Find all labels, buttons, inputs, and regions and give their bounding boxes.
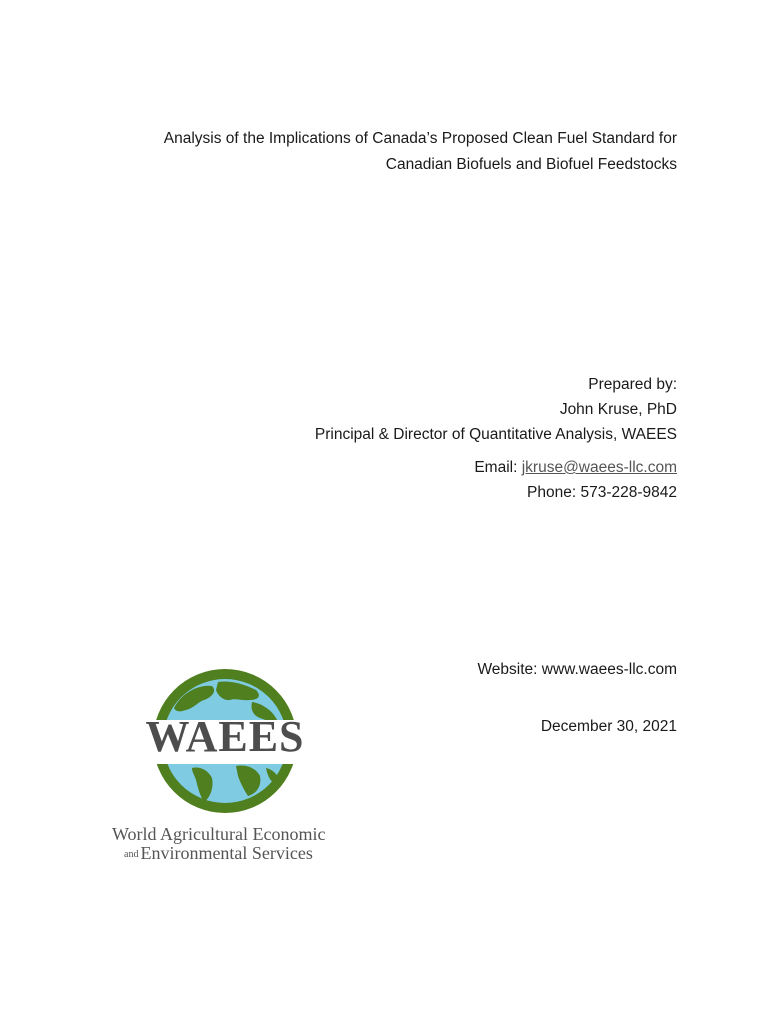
website-line: Website: www.waees-llc.com [477, 661, 677, 678]
email-link[interactable]: jkruse@waees-llc.com [521, 459, 677, 476]
logo-tagline-line-1: World Agricultural Economic [112, 824, 326, 844]
title-line-1: Analysis of the Implications of Canada’s Proposed Clean Fuel Standard for [163, 130, 677, 147]
logo-tagline-and: and [124, 849, 139, 860]
document-date: December 30, 2021 [540, 718, 677, 735]
prepared-by-label: Prepared by: [588, 376, 677, 393]
waees-logo [110, 668, 335, 868]
email-row [157, 455, 677, 480]
author-name: John Kruse, PhD [559, 401, 677, 418]
logo-tagline-line-2 [124, 843, 344, 865]
title-line-2: Canadian Biofuels and Biofuel Feedstocks [385, 156, 677, 173]
contact-block [157, 455, 677, 505]
phone-row: Phone: 573-228-9842 [527, 484, 677, 501]
author-role: Principal & Director of Quantitative Analysis, WAEES [314, 426, 677, 443]
logo-tagline-text: Environmental Services [140, 843, 313, 863]
prepared-by-block [157, 372, 677, 447]
logo-wordmark: WAEES [145, 712, 305, 761]
email-label: Email: [474, 459, 522, 476]
document-title [77, 126, 677, 178]
